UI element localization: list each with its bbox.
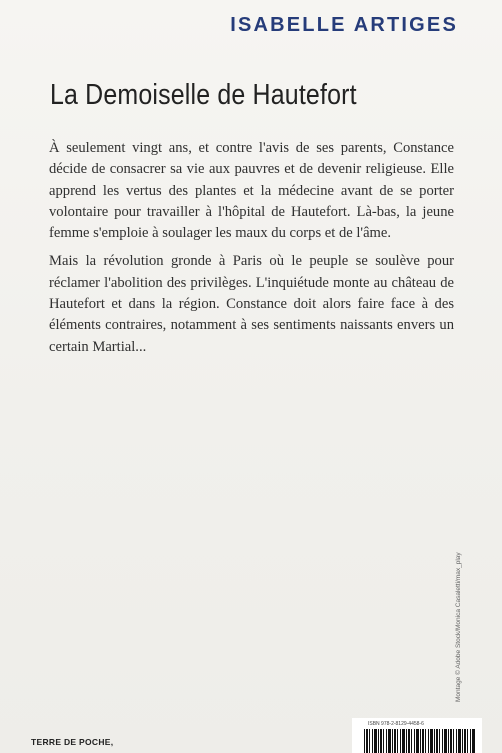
isbn-number: ISBN 978-2-8129-4458-6 (368, 721, 424, 727)
blurb-text (49, 138, 454, 365)
publisher-name: TERRE DE POCHE, (31, 737, 114, 747)
barcode (352, 718, 482, 753)
book-title: La Demoiselle de Hautefort (50, 79, 357, 111)
photo-credit: Montage © Adobe Stock/Monica Casaletti/max_play (455, 552, 462, 702)
blurb-paragraph-1: À seulement vingt ans, et contre l'avis de ses parents, Constance décide de consacrer sa vie aux pauvres et de devenir religieuse. Elle apprend les vertus des plantes et la médecine avant de se porter volontaire pour travailler à l'hôpital de Hautefort. Là-bas, la jeune femme s'emploie à soulager les maux du corps et de l'âme. (49, 140, 454, 242)
blurb-paragraph-2: Mais la révolution gronde à Paris où le peuple se soulève pour réclamer l'abolition des privilèges. L'inquiétude monte au château de Hautefort et dans la région. Constance doit alors faire face à des éléments contraires, notamment à ses sentiments naissants envers un certain Martial... (49, 253, 454, 355)
author-name: ISABELLE ARTIGES (230, 14, 458, 36)
barcode-icon (364, 729, 476, 753)
